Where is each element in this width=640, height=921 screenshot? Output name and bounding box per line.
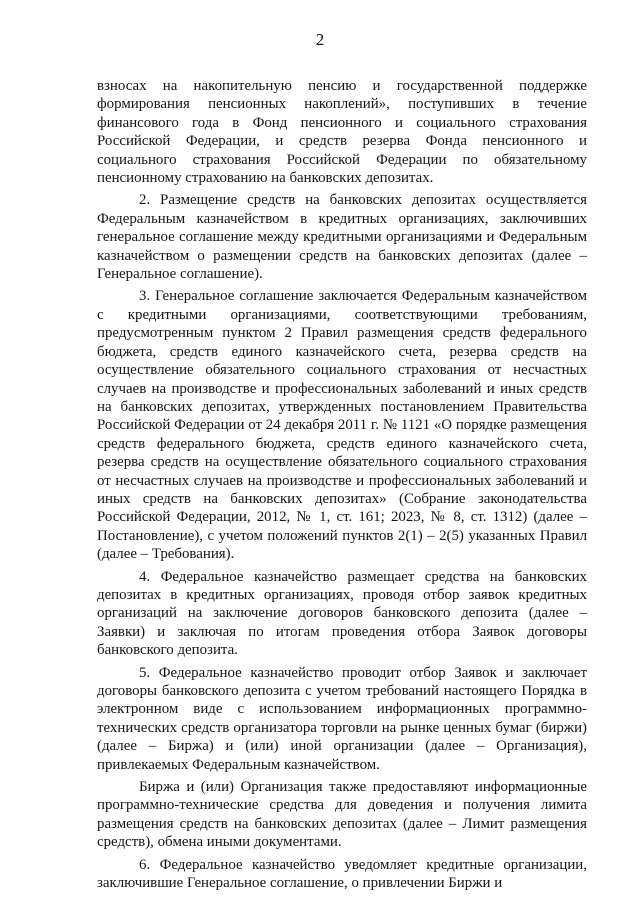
- paragraph-6: 6. Федеральное казначейство уведомляет кредитные организации, заключившие Генеральное соглашение, о привлечении Биржи и: [97, 856, 587, 892]
- paragraph-5: 5. Федеральное казначейство проводит отбор Заявок и заключает договоры банковского депозита с учетом требований настоящего Порядка в электронном виде с использованием информационных программно-технических средств организатора торговли на рынке ценных бумаг (биржи) (далее – Биржа) и (или) иной организации (далее – Организация), привлекаемых Федеральным казначейством.: [97, 664, 587, 773]
- paragraph-3: 3. Генеральное соглашение заключается Федеральным казначейством с кредитными организациями, соответствующими требованиям, предусмотренным пунктом 2 Правил размещения средств федерального бюджета, средств единого казначейского счета, резерва средств на осуществление обязательного социального страхования от несчастных случаев на производстве и профессиональных заболеваний и иных средств на банковских депозитах, утвержденных постановлением Правительства Российской Федерации от 24 декабря 2011 г. № 1121 «О порядке размещения средств федерального бюджета, средств единого казначейского счета, резерва средств на осуществление обязательного социального страхования от несчастных случаев на производстве и профессиональных заболеваний и иных средств на банковских депозитах» (Собрание законодательства Российской Федерации, 2012, № 1, ст. 161; 2023, № 8, ст. 1312) (далее – Постановление), с учетом положений пунктов 2(1) – 2(5) указанных Правил (далее – Требования).: [97, 288, 587, 563]
- document-body: [97, 77, 587, 896]
- page-number: 2: [315, 30, 325, 49]
- paragraph-5-exchange: Биржа и (или) Организация также предоставляют информационные программно-технические средства для доведения и получения лимита размещения средств на банковских депозитах (далее – Лимит размещения средств), обмена иными документами.: [97, 779, 587, 851]
- paragraph-4: 4. Федеральное казначейство размещает средства на банковских депозитах в кредитных организациях, проводя отбор заявок кредитных организаций на заключение договоров банковского депозита (далее – Заявки) и заключая по итогам проведения отбора Заявок договоры банковского депозита.: [97, 568, 587, 659]
- paragraph-continuation: взносах на накопительную пенсию и государственной поддержке формирования пенсионных накоплений», поступивших в течение финансового года в Фонд пенсионного и социального страхования Российской Федерации, и средств резерва Фонда пенсионного и социального страхования Российской Федерации по обязательному пенсионному страхованию на банковских депозитах.: [97, 78, 587, 187]
- paragraph-2: 2. Размещение средств на банковских депозитах осуществляется Федеральным казначейством в кредитных организациях, заключивших генеральное соглашение между кредитными организациями и Федеральным казначейством о размещении средств на банковских депозитах (далее – Генеральное соглашение).: [97, 192, 587, 283]
